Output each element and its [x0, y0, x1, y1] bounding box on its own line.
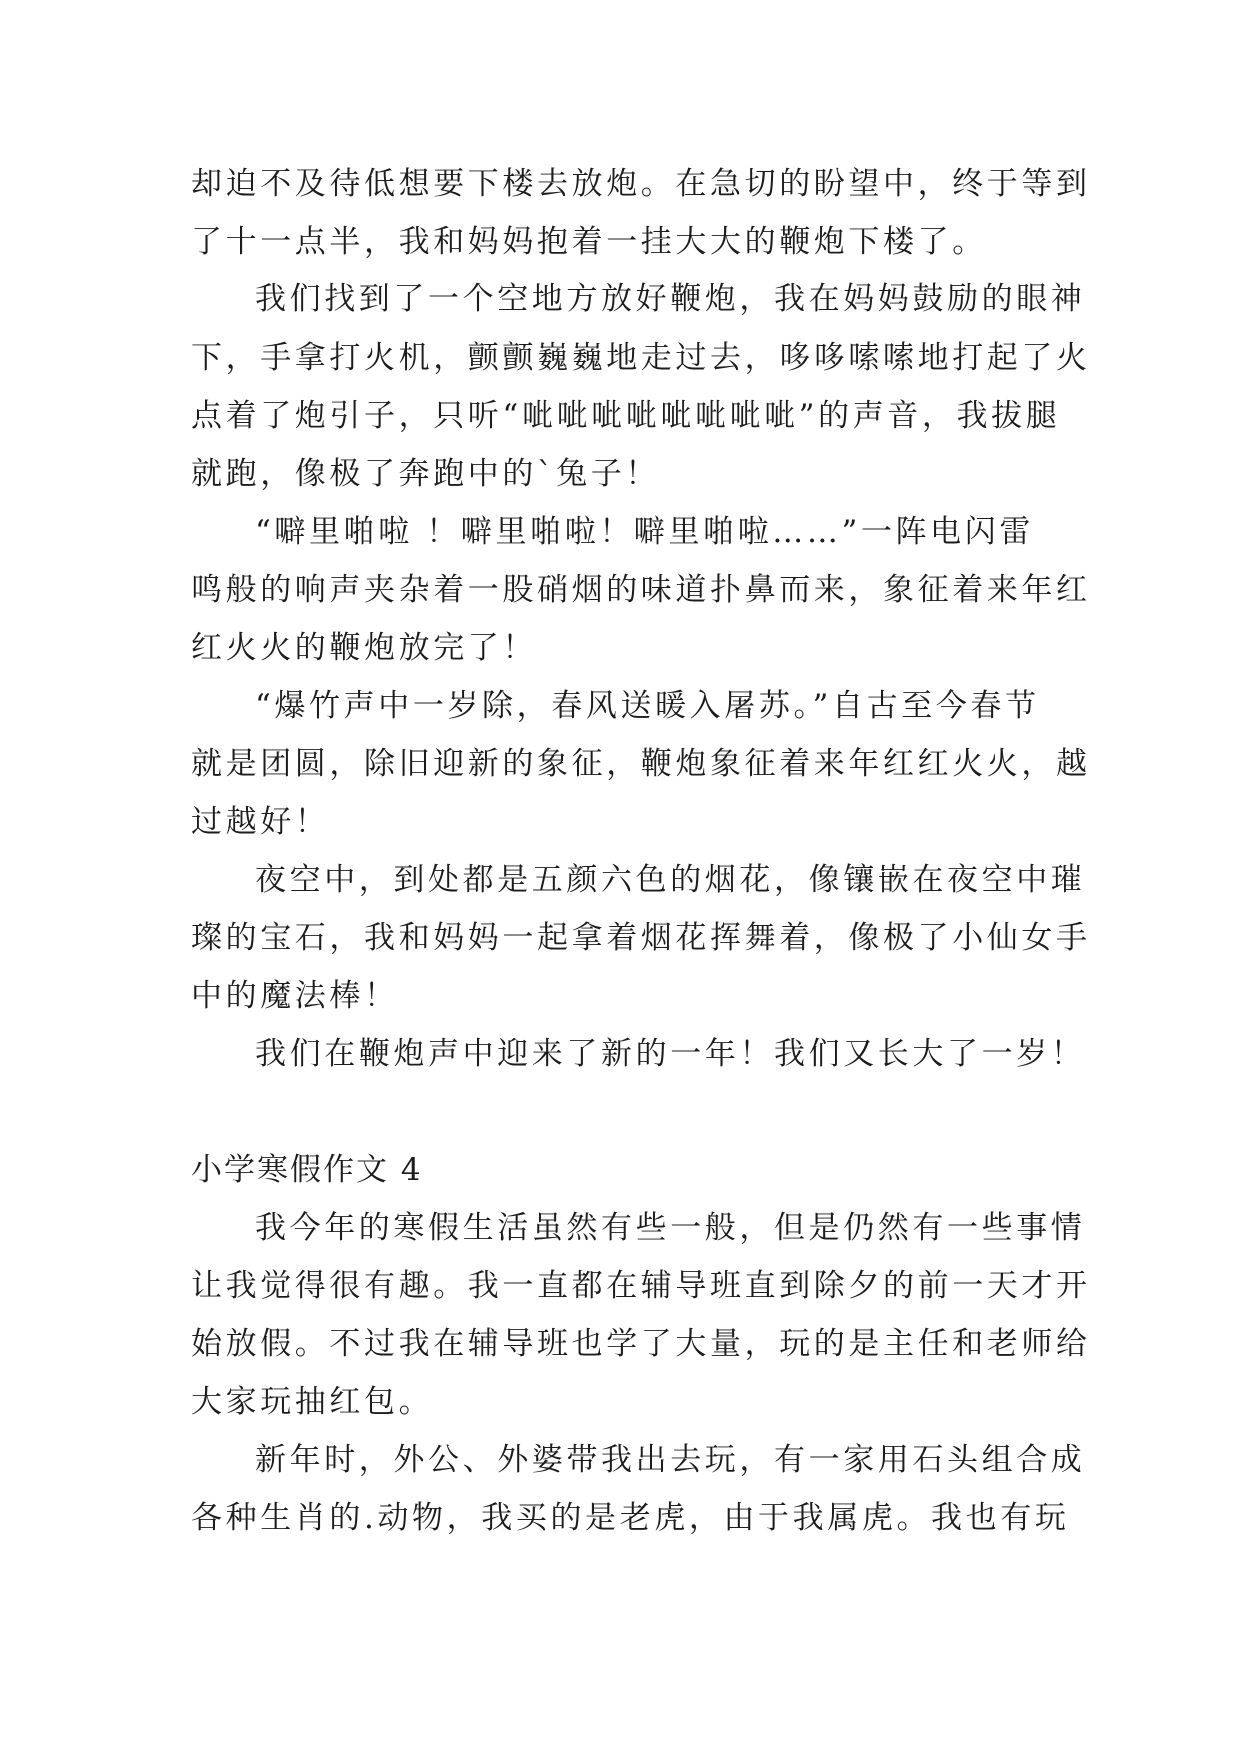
text-line: 过越好！: [191, 804, 330, 840]
text-line: 却迫不及待低想要下楼去放炮。在急切的盼望中，终于等到: [191, 166, 1091, 202]
paragraph-first-line: 新年时，外公、外婆带我出去玩，有一家用石头组合成: [255, 1442, 1086, 1478]
text-line: 下，手拿打火机，颤颤巍巍地走过去，哆哆嗦嗦地打起了火: [191, 340, 1091, 376]
text-line: 始放假。不过我在辅导班也学了大量，玩的是主任和老师给: [191, 1326, 1091, 1362]
paragraph-first-line: 夜空中，到处都是五颜六色的烟花，像镶嵌在夜空中璀: [255, 862, 1086, 898]
paragraph-first-line: 我今年的寒假生活虽然有些一般，但是仍然有一些事情: [255, 1210, 1086, 1246]
text-line: 中的魔法棒！: [191, 978, 399, 1014]
text-line: 各种生肖的.动物，我买的是老虎，由于我属虎。我也有玩: [191, 1500, 1070, 1536]
text-line: 就是团圆，除旧迎新的象征，鞭炮象征着来年红红火火，越: [191, 746, 1091, 782]
paragraph-first-line: 我们在鞭炮声中迎来了新的一年！我们又长大了一岁！: [255, 1036, 1086, 1072]
text-line: 了十一点半，我和妈妈抱着一挂大大的鞭炮下楼了。: [191, 224, 987, 260]
text-line: 鸣般的响声夹杂着一股硝烟的味道扑鼻而来，象征着来年红: [191, 572, 1091, 608]
paragraph-first-line: “噼里啪啦 ！噼里啪啦！噼里啪啦……”一阵电闪雷: [255, 514, 1034, 550]
paragraph-first-line: 我们找到了一个空地方放好鞭炮，我在妈妈鼓励的眼神: [255, 281, 1086, 317]
text-line: 璨的宝石，我和妈妈一起拿着烟花挥舞着，像极了小仙女手: [191, 920, 1091, 956]
text-line: 就跑，像极了奔跑中的`兔子！: [191, 456, 660, 492]
text-line: 让我觉得很有趣。我一直都在辅导班直到除夕的前一天才开: [191, 1268, 1091, 1304]
text-line: 点着了炮引子，只听“呲呲呲呲呲呲呲呲”的声音，我拔腿: [191, 398, 1061, 434]
text-line: 红火火的鞭炮放完了！: [191, 630, 537, 666]
section-heading: 小学寒假作文 4: [191, 1152, 423, 1188]
paragraph-first-line: “爆竹声中一岁除，春风送暖入屠苏。”自古至今春节: [255, 688, 1040, 724]
text-line: 大家玩抽红包。: [191, 1384, 434, 1420]
